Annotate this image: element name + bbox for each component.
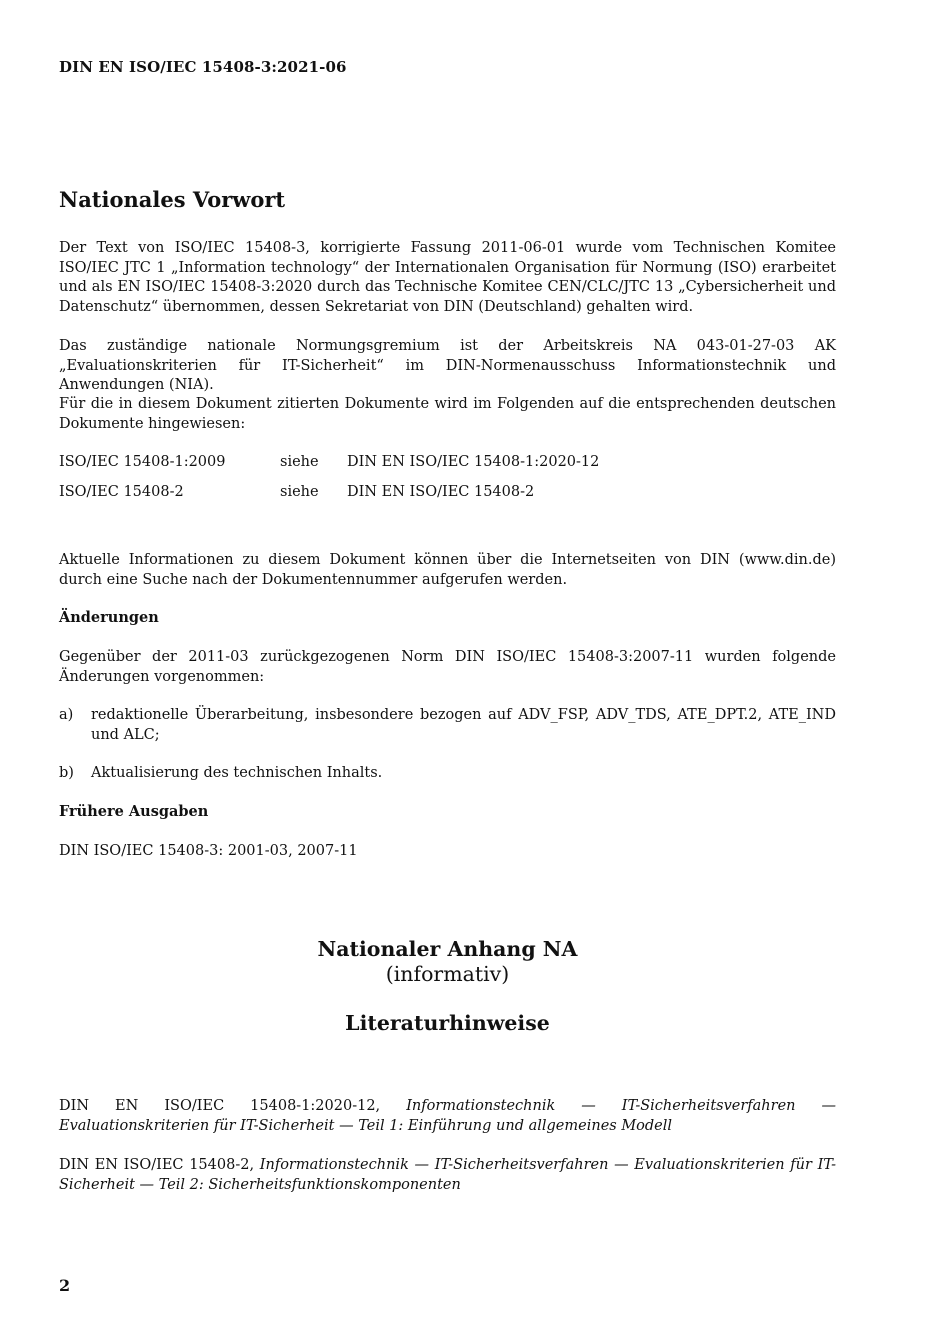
page-number: 2 <box>59 1276 71 1295</box>
reference-siehe: siehe <box>280 454 319 470</box>
list-item <box>59 706 836 746</box>
fruehere-ausgaben-text: DIN ISO/IEC 15408-3: 2001-03, 2007-11 <box>59 843 358 859</box>
literature-title: Literaturhinweise <box>345 1011 550 1035</box>
subheading-fruehere-ausgaben: Frühere Ausgaben <box>59 803 209 820</box>
list-item-text: Aktualisierung des technischen Inhalts. <box>91 765 383 781</box>
section-title-vorwort: Nationales Vorwort <box>59 187 286 212</box>
vorwort-paragraph-2: Das zuständige nationale Normungsgremium ist der Arbeitskreis NA 043-01-27-03 AK „Evaluationskriterien für IT-Sicherheit“ im DIN-Normenausschuss Informationstechnik und Anwendungen (NIA). <box>59 338 836 393</box>
list-marker: b) <box>59 765 74 781</box>
annex-subtitle: (informativ) <box>385 962 510 986</box>
bibliography-ref: DIN EN ISO/IEC 15408-2, <box>59 1157 260 1173</box>
bibliography-entry <box>59 1097 836 1136</box>
bibliography-ref: DIN EN ISO/IEC 15408-1:2020-12, <box>59 1098 407 1114</box>
aenderungen-intro: Gegenüber der 2011-03 zurückgezogenen Norm DIN ISO/IEC 15408-3:2007-11 wurden folgende Änderungen vorgenommen: <box>59 649 836 685</box>
document-header-id: DIN EN ISO/IEC 15408-3:2021-06 <box>59 58 347 76</box>
bibliography-entry <box>59 1156 836 1195</box>
vorwort-paragraph-1: Der Text von ISO/IEC 15408-3, korrigierte Fassung 2011-06-01 wurde vom Technischen Komitee ISO/IEC JTC 1 „Information technology“ der Internationalen Organisation für Normung (ISO) erarbeitet und als EN ISO/IEC 15408-3:2020 durch das Technische Komitee CEN/CLC/JTC 13 „Cybersicherheit und Datenschutz“ übernommen, dessen Sekretariat von DIN (Deutschland) gehalten wird. <box>59 240 836 315</box>
bibliography-title: Informationstechnik — IT-Sicherheitsverfahren — Evaluationskriterien für IT-Sicherheit — Teil 1: Einführung und allgemeines Modell <box>59 1098 837 1134</box>
vorwort-paragraph-3: Für die in diesem Dokument zitierten Dokumente wird im Folgenden auf die entsprechenden deutschen Dokumente hingewiesen: <box>59 396 836 432</box>
list-item <box>59 764 836 784</box>
reference-iso: ISO/IEC 15408-2 <box>59 484 184 500</box>
reference-din: DIN EN ISO/IEC 15408-2 <box>347 484 535 500</box>
bibliography-title: Informationstechnik — IT-Sicherheitsverfahren — Evaluationskriterien für IT-Sicherheit — Teil 2: Sicherheitsfunktionskomponenten <box>59 1157 836 1193</box>
list-marker: a) <box>59 707 74 723</box>
list-item-text: redaktionelle Überarbeitung, insbesondere bezogen auf ADV_FSP, ADV_TDS, ATE_DPT.2, ATE_IND und ALC; <box>91 707 836 743</box>
vorwort-paragraph-4: Aktuelle Informationen zu diesem Dokument können über die Internetseiten von DIN (www.din.de) durch eine Suche nach der Dokumentennummer aufgerufen werden. <box>59 552 836 588</box>
reference-siehe: siehe <box>280 484 319 500</box>
subheading-aenderungen: Änderungen <box>59 609 159 626</box>
reference-din: DIN EN ISO/IEC 15408-1:2020-12 <box>347 454 600 470</box>
annex-title: Nationaler Anhang NA <box>317 937 578 961</box>
reference-iso: ISO/IEC 15408-1:2009 <box>59 454 226 470</box>
